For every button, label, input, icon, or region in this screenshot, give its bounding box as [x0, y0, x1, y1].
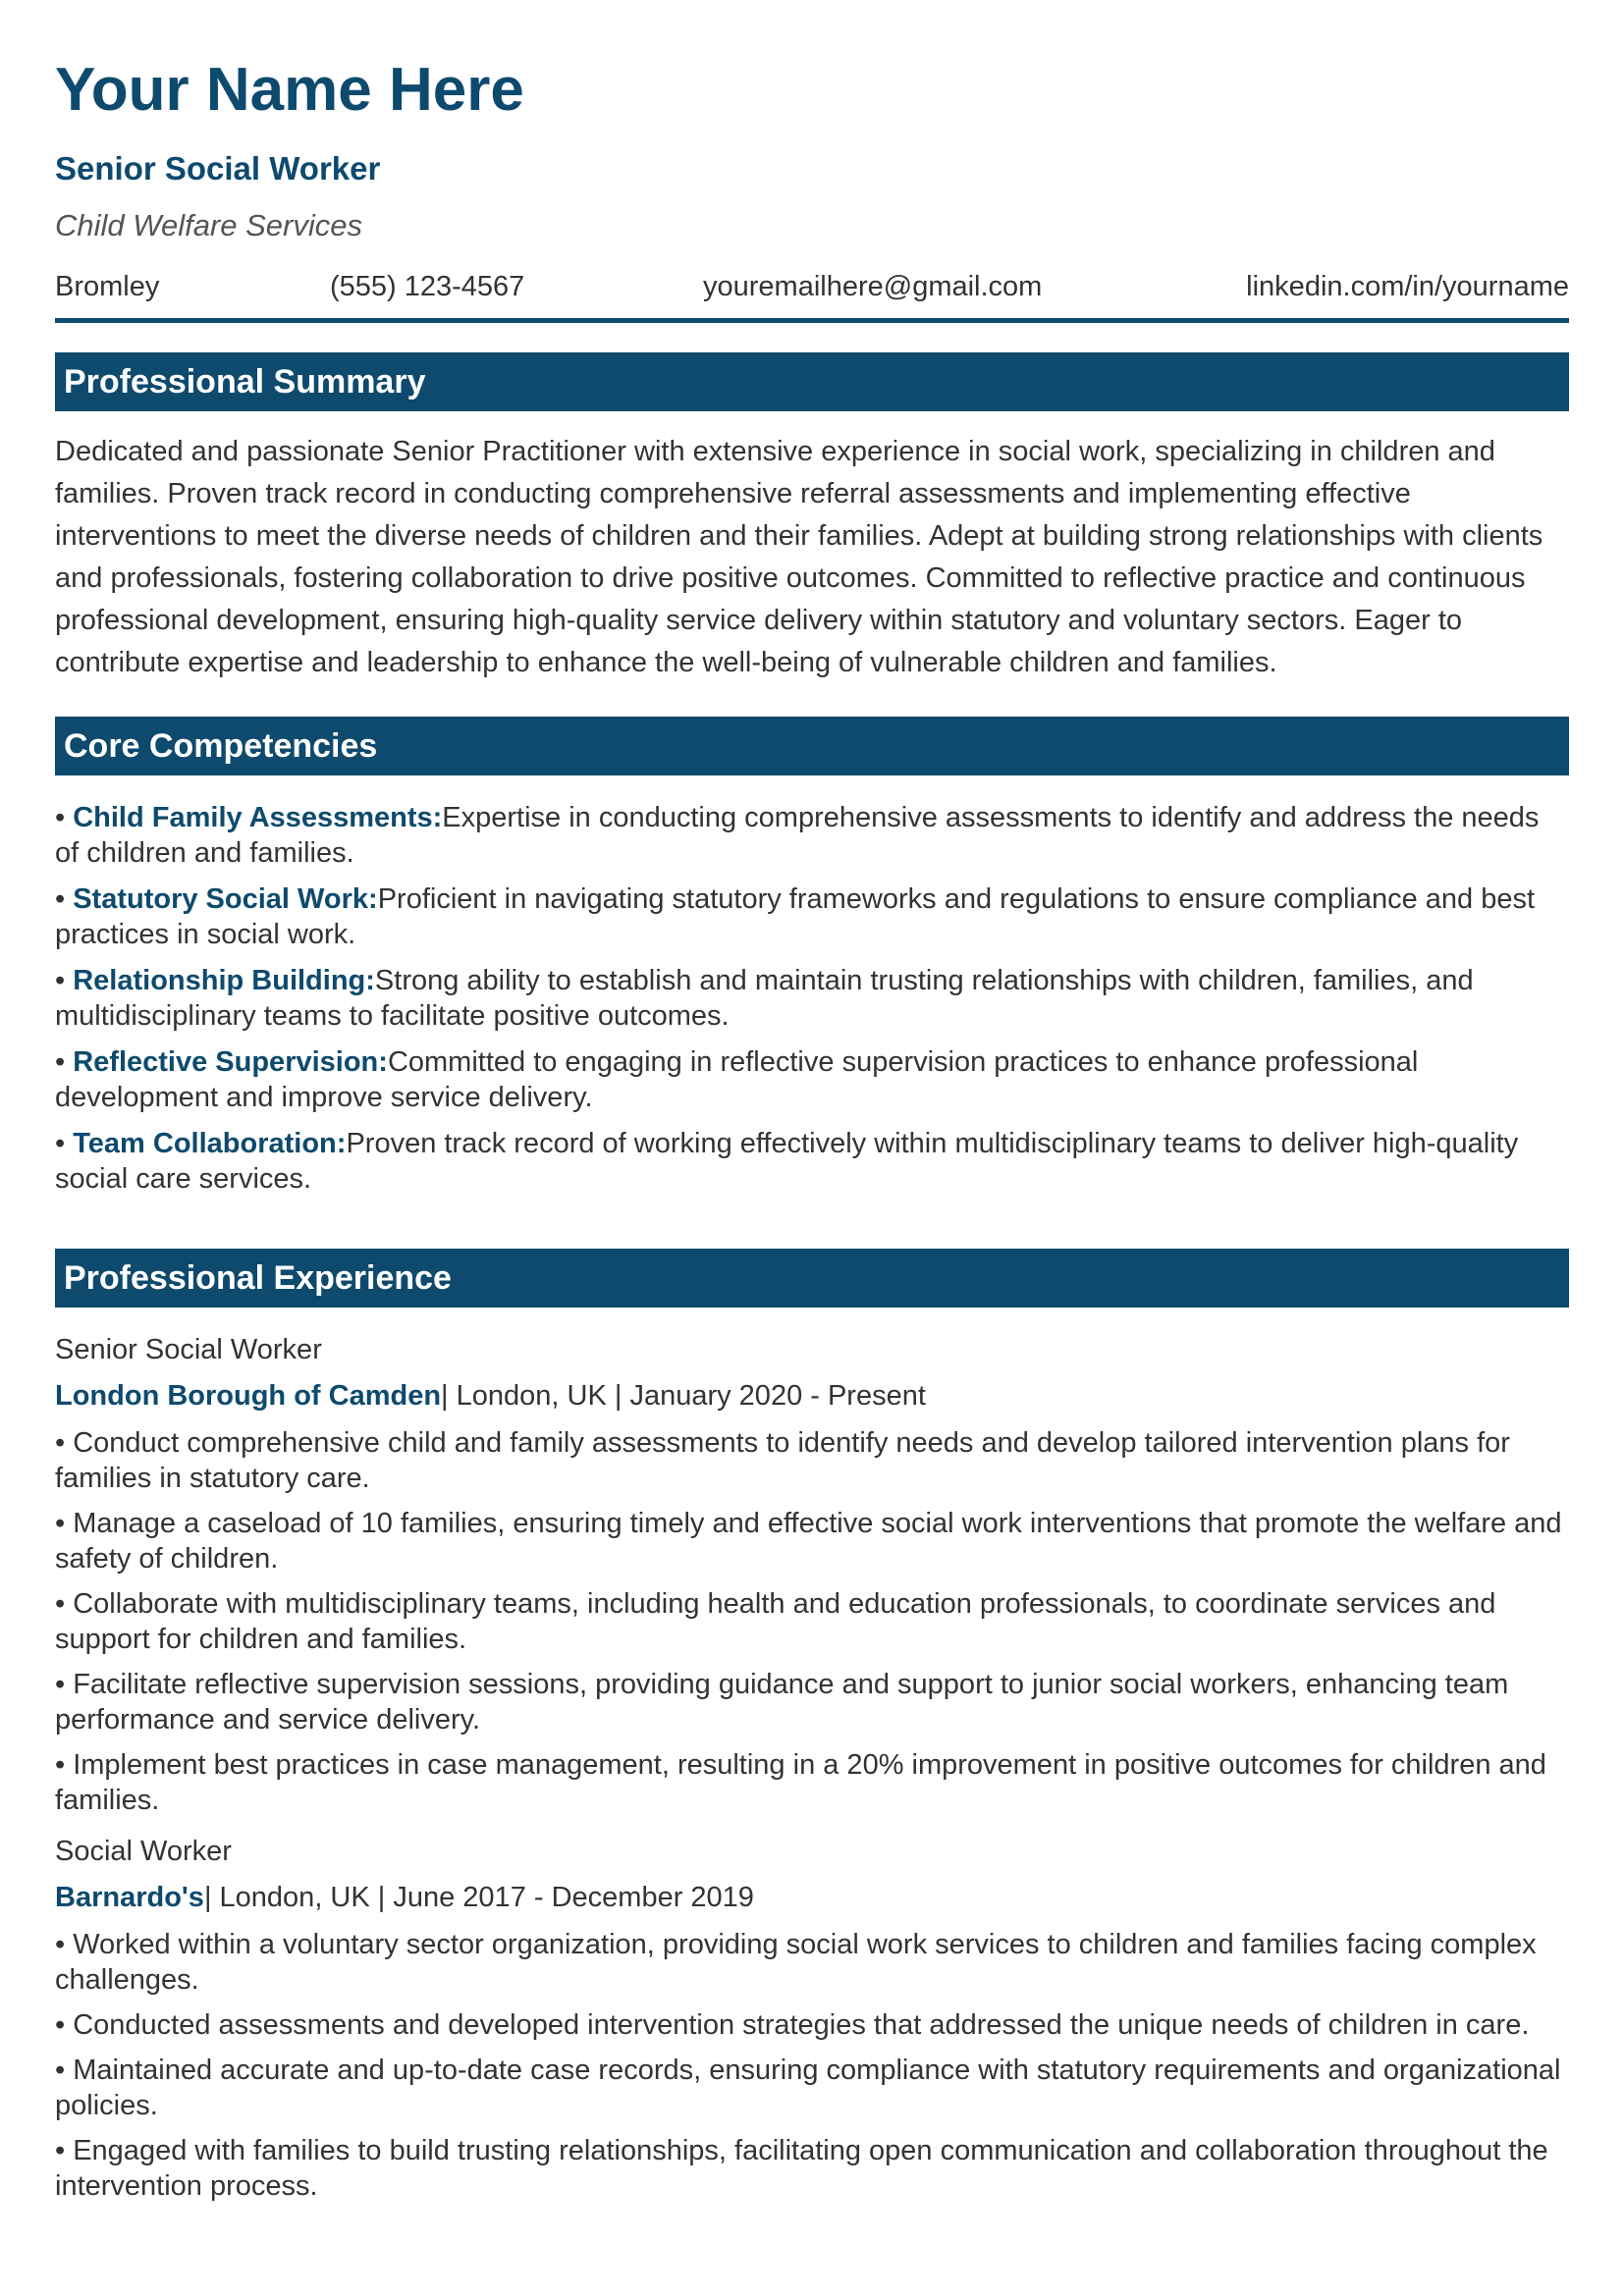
- job-meta: [55, 1878, 1569, 1917]
- competency-term: Team Collaboration:: [73, 1128, 347, 1159]
- competency-desc: Proven track record of working effectively within multidisciplinary teams to deliver high-quality social care services.: [55, 1128, 1519, 1195]
- bullet-glyph: •: [55, 1046, 66, 1078]
- bullet-glyph: •: [55, 883, 66, 915]
- job-bullet: • Maintained accurate and up-to-date case records, ensuring compliance with statutory requirements and organizational policies.: [55, 2055, 1561, 2121]
- job-role: Senior Social Worker: [55, 1334, 322, 1365]
- job-details: | London, UK | June 2017 - December 2019: [203, 1882, 754, 1913]
- competency-term: Reflective Supervision:: [73, 1046, 388, 1078]
- job-bullet: • Manage a caseload of 10 families, ensuring timely and effective social work interventions that promote the welfare and safety of children.: [55, 1508, 1562, 1575]
- competency-term: Relationship Building:: [73, 965, 375, 996]
- competency-item: [55, 963, 1569, 1034]
- job-organization: Barnardo's: [55, 1882, 204, 1913]
- competency-item: [55, 1126, 1569, 1197]
- summary-text: Dedicated and passionate Senior Practitioner with extensive experience in social work, specializing in children and families. Proven track record in conducting comprehensive referral assessments and implementing effective interventions to meet the diverse needs of children and their families. Adept at building strong relationships with clients and professionals, fostering collaboration to drive positive outcomes. Committed to reflective practice and continuous professional development, ensuring high-quality service delivery within statutory and voluntary sectors. Eager to contribute expertise and leadership to enhance the well-being of vulnerable children and families.: [55, 436, 1543, 678]
- job-bullet: • Engaged with families to build trusting relationships, facilitating open communication and collaboration throughout the intervention process.: [55, 2135, 1548, 2202]
- section-header-summary: Professional Summary: [55, 352, 1569, 411]
- competency-item: [55, 881, 1569, 952]
- job-organization: London Borough of Camden: [55, 1380, 442, 1412]
- job-bullet: • Implement best practices in case management, resulting in a 20% improvement in positive outcomes for children and families.: [55, 1749, 1546, 1816]
- competency-desc: Strong ability to establish and maintain trusting relationships with children, families, and multidisciplinary teams to facilitate positive outcomes.: [55, 965, 1474, 1032]
- resume-header: [55, 51, 1569, 323]
- contact-phone: (555) 123-4567: [330, 271, 525, 302]
- job-meta: [55, 1376, 1569, 1415]
- job-bullet: • Collaborate with multidisciplinary teams, including health and education professionals, to coordinate services and support for children and families.: [55, 1588, 1496, 1655]
- job-bullet: • Worked within a voluntary sector organization, providing social work services to children and families facing complex challenges.: [55, 1929, 1537, 1996]
- job-role: Social Worker: [55, 1836, 232, 1867]
- job-entry: [55, 1330, 1569, 1818]
- competency-term: Child Family Assessments:: [73, 802, 443, 833]
- job-details: | London, UK | January 2020 - Present: [441, 1380, 926, 1412]
- contact-email: youremailhere@gmail.com: [703, 271, 1043, 302]
- candidate-name: Your Name Here: [55, 56, 524, 124]
- specialty-subtitle: Child Welfare Services: [55, 208, 362, 242]
- competency-desc: Expertise in conducting comprehensive assessments to identify and address the needs of children and families.: [55, 802, 1540, 869]
- bullet-glyph: •: [55, 802, 66, 833]
- competency-term: Statutory Social Work:: [73, 883, 378, 915]
- competency-item: [55, 1044, 1569, 1115]
- competency-desc: Committed to engaging in reflective supervision practices to enhance professional development and improve service delivery.: [55, 1046, 1419, 1113]
- contact-bar: [55, 267, 1569, 323]
- job-bullet: • Conduct comprehensive child and family assessments to identify needs and develop tailored intervention plans for families in statutory care.: [55, 1427, 1510, 1494]
- section-header-competencies: Core Competencies: [55, 717, 1569, 775]
- job-title: Senior Social Worker: [55, 150, 381, 187]
- bullet-glyph: •: [55, 965, 66, 996]
- competency-desc: Proficient in navigating statutory frameworks and regulations to ensure compliance and best practices in social work.: [55, 883, 1536, 950]
- job-bullet: • Conducted assessments and developed intervention strategies that addressed the unique needs of children in care.: [55, 2009, 1530, 2041]
- bullet-glyph: •: [55, 1128, 66, 1159]
- contact-linkedin: linkedin.com/in/yourname: [1246, 271, 1569, 302]
- job-bullet: • Facilitate reflective supervision sessions, providing guidance and support to junior social workers, enhancing team performance and service delivery.: [55, 1669, 1509, 1735]
- job-entry: [55, 1832, 1569, 2204]
- competency-item: [55, 800, 1569, 871]
- competencies-list: [55, 800, 1569, 1197]
- contact-location: Bromley: [55, 271, 160, 302]
- section-header-experience: Professional Experience: [55, 1249, 1569, 1308]
